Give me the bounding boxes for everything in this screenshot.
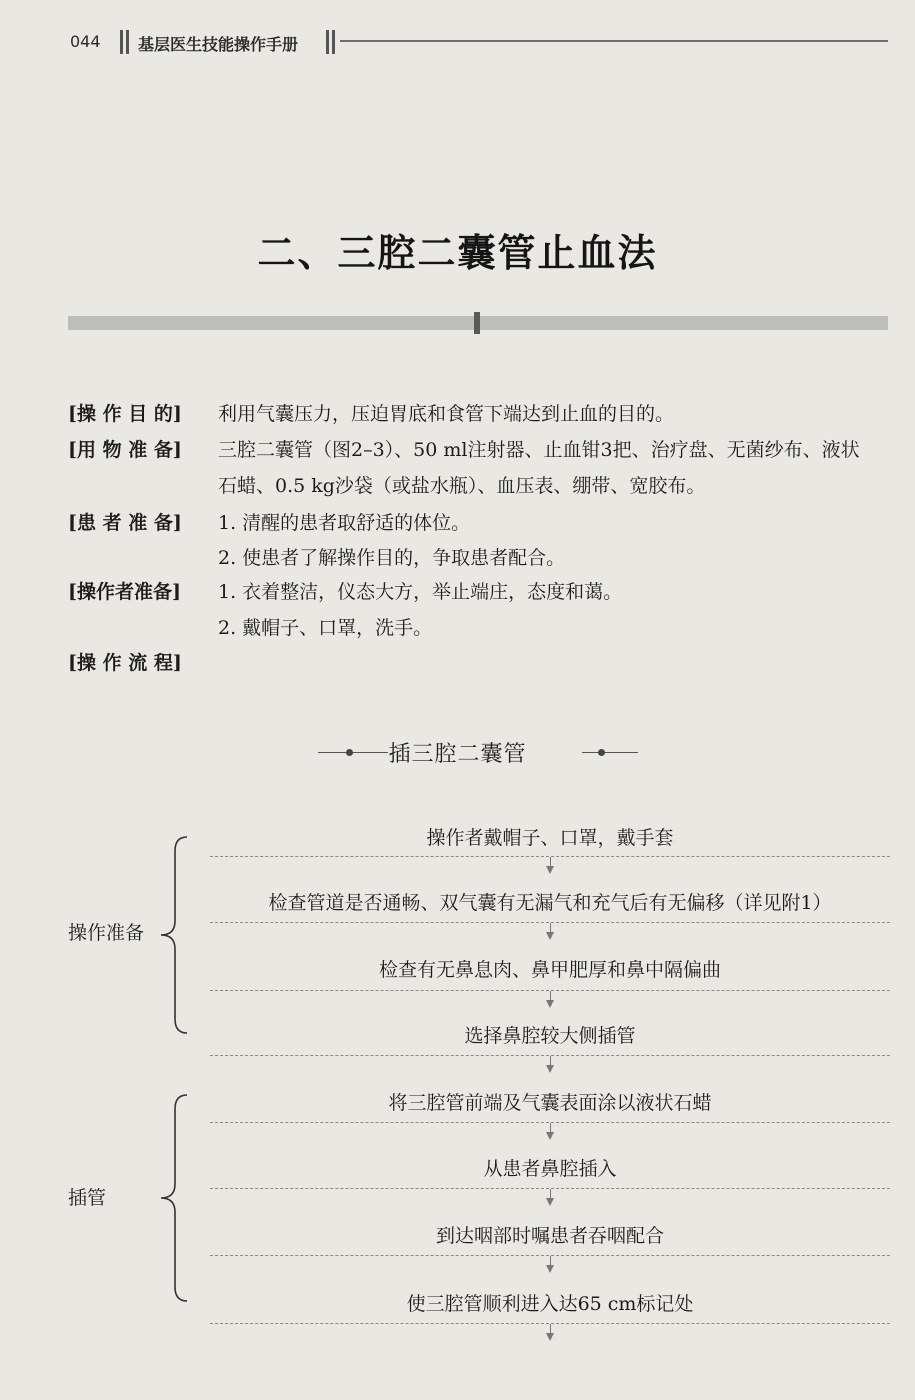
operator-prep-item-1: 1. 衣着整洁，仪态大方，举止端庄，态度和蔼。 — [218, 581, 623, 603]
materials-text-line-1: 三腔二囊管（图2–3）、50 ml注射器、止血钳3把、治疗盘、无菌纱布、液状 — [218, 439, 860, 461]
header-divider — [326, 30, 329, 54]
flow-step: 检查管道是否通畅、双气囊有无漏气和充气后有无偏移（详见附1） — [268, 892, 832, 914]
header-divider — [332, 30, 335, 54]
flow-title-dot-right — [598, 749, 605, 756]
patient-prep-label: [患 者 准 备] — [68, 512, 182, 534]
book-title: 基层医生技能操作手册 — [138, 35, 299, 54]
flow-step: 检查有无鼻息肉、鼻甲肥厚和鼻中隔偏曲 — [378, 959, 721, 981]
purpose-label: [操 作 目 的] — [68, 403, 182, 425]
materials-text-line-2: 石蜡、0.5 kg沙袋（或盐水瓶）、血压表、绷带、宽胶布。 — [218, 475, 706, 497]
arrow-head — [546, 1198, 554, 1206]
arrow-head — [546, 1065, 554, 1073]
arrow-head — [546, 1333, 554, 1341]
patient-prep-item-1: 1. 清醒的患者取舒适的体位。 — [218, 512, 471, 534]
flow-step: 操作者戴帽子、口罩，戴手套 — [426, 827, 674, 849]
operator-prep-label: [操作者准备] — [68, 581, 181, 603]
flow-title: 插三腔二囊管 — [388, 742, 527, 767]
flow-step: 从患者鼻腔插入 — [483, 1158, 617, 1180]
arrow-head — [546, 1132, 554, 1140]
group-label-intubation: 插管 — [68, 1187, 107, 1209]
section-title: 二、三腔二囊管止血法 — [257, 230, 658, 275]
header-divider — [126, 30, 129, 54]
page-header — [0, 28, 915, 58]
patient-prep-item-2: 2. 使患者了解操作目的，争取患者配合。 — [218, 547, 566, 569]
operator-prep-item-2: 2. 戴帽子、口罩，洗手。 — [218, 617, 433, 639]
group-label-preparation: 操作准备 — [68, 922, 145, 944]
title-bar-mark — [474, 312, 480, 334]
page-number: 044 — [70, 32, 101, 51]
purpose-text: 利用气囊压力，压迫胃底和食管下端达到止血的目的。 — [218, 403, 675, 425]
flow-step: 到达咽部时嘱患者吞咽配合 — [435, 1225, 664, 1247]
header-rule — [340, 40, 888, 42]
arrow-head — [546, 866, 554, 874]
arrow-head — [546, 1000, 554, 1008]
flow-title-rule-right — [582, 752, 638, 753]
flow-step: 将三腔管前端及气囊表面涂以液状石蜡 — [388, 1092, 712, 1114]
header-divider — [120, 30, 123, 54]
arrow-head — [546, 932, 554, 940]
procedure-label: [操 作 流 程] — [68, 652, 182, 674]
arrow-head — [546, 1265, 554, 1273]
brace-intubation — [155, 1093, 195, 1303]
materials-label: [用 物 准 备] — [68, 439, 182, 461]
flow-step: 使三腔管顺利进入达65 cm标记处 — [406, 1293, 694, 1315]
flow-step: 选择鼻腔较大侧插管 — [464, 1025, 636, 1047]
flow-title-wrap — [0, 737, 915, 768]
brace-preparation — [155, 835, 195, 1035]
